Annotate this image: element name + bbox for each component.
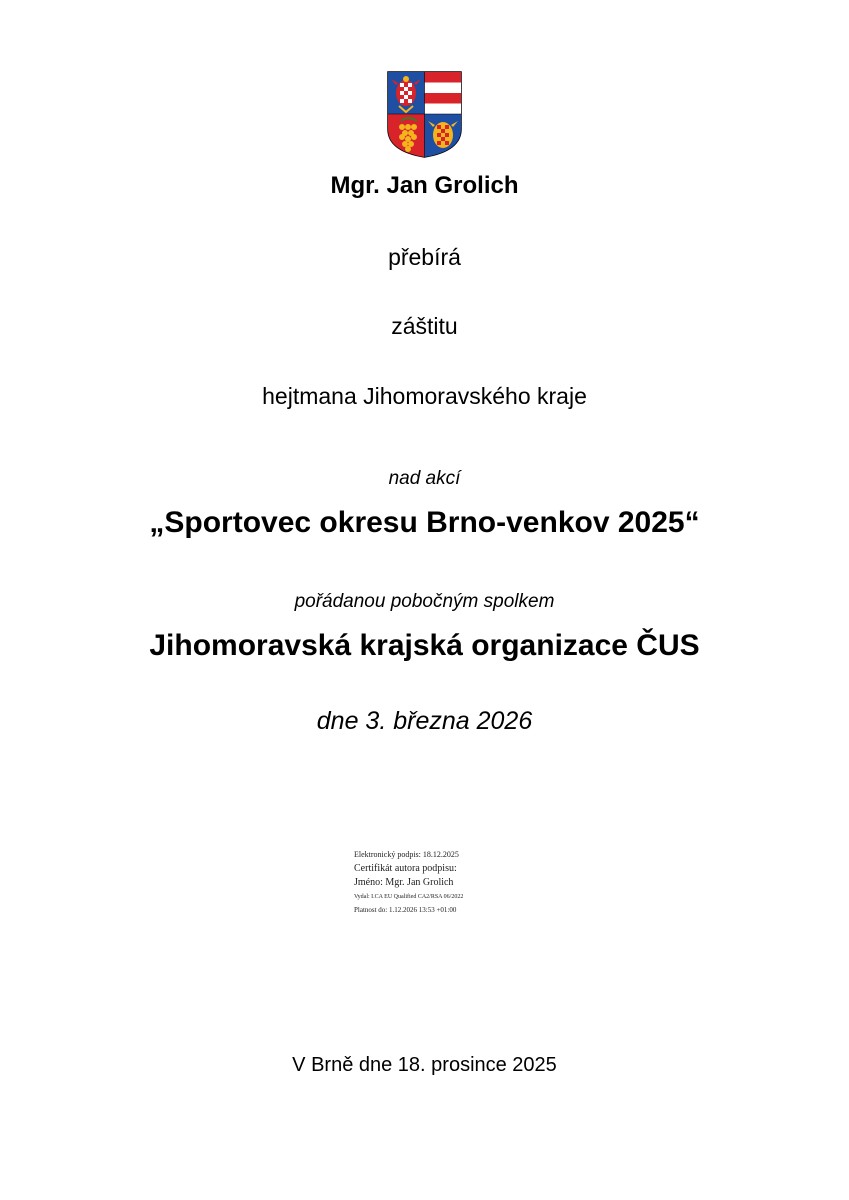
signatory-name: Mgr. Jan Grolich [330, 172, 519, 199]
electronic-signature-block [354, 851, 463, 914]
place-date: V Brně dne 18. prosince 2025 [292, 1054, 557, 1076]
over-event-label: nad akcí [388, 468, 461, 489]
organization-name: Jihomoravská krajská organizace ČUS [149, 629, 700, 662]
coat-of-arms-icon [387, 71, 462, 158]
certificate-label-line: Certifikát autora podpisu: [354, 863, 457, 874]
object-text: záštitu [391, 313, 458, 339]
event-name: „Sportovec okresu Brno-venkov 2025“ [149, 506, 700, 539]
organized-by-label: pořádanou pobočným spolkem [294, 591, 555, 612]
signature-date-line: Elektronický podpis: 18.12.2025 [354, 850, 459, 859]
signer-name-line: Jméno: Mgr. Jan Grolich [354, 877, 454, 888]
validity-line: Platnost do: 1.12.2026 13:53 +01:00 [354, 906, 457, 914]
verb-text: přebírá [388, 244, 461, 270]
event-date: dne 3. března 2026 [316, 707, 533, 735]
issuer-line: Vydal: I.CA EU Qualified CA2/RSA 06/2022 [354, 894, 464, 900]
office-text: hejtmana Jihomoravského kraje [262, 383, 587, 409]
